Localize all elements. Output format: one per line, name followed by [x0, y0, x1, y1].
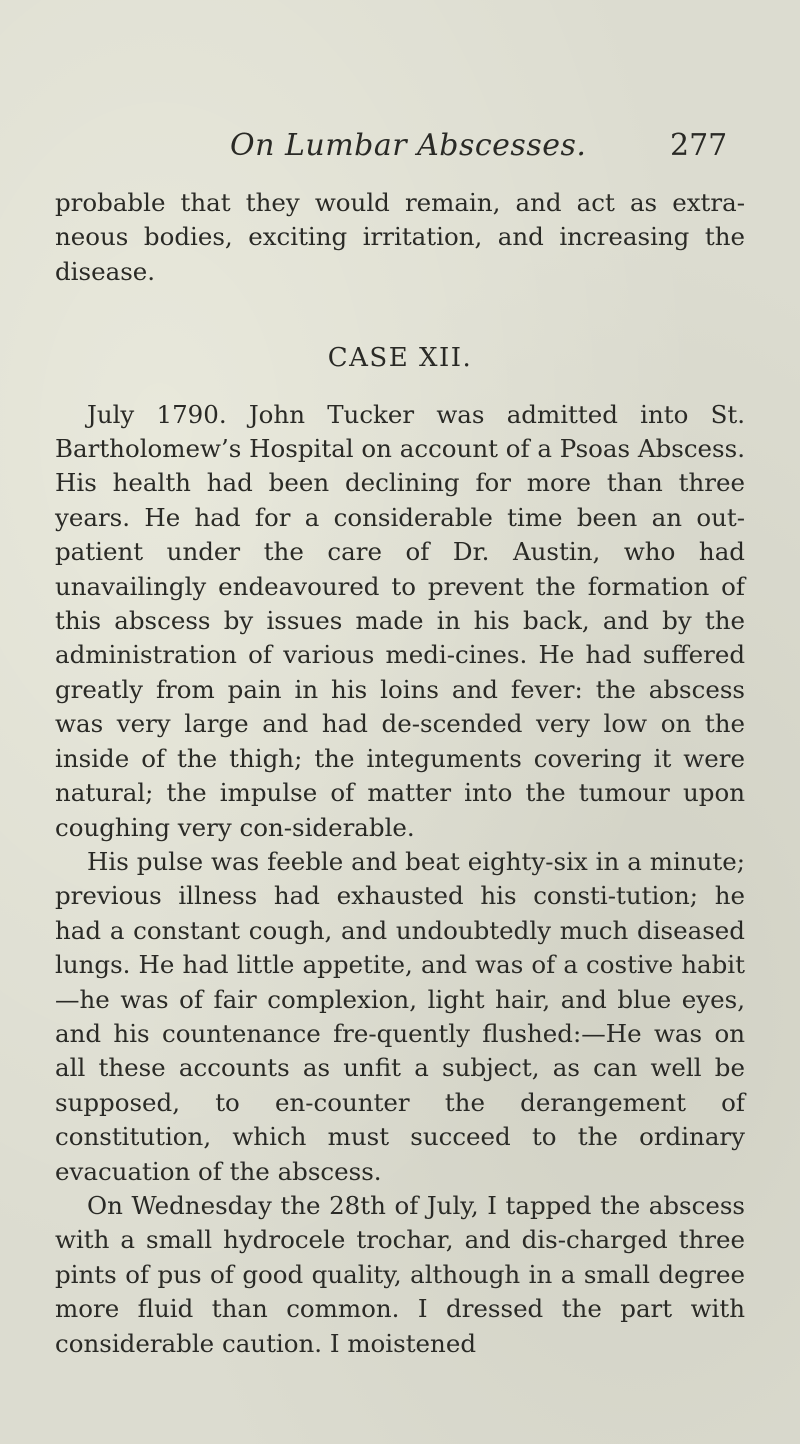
continuation-paragraph: probable that they would remain, and act as extra-neous bodies, exciting irritation, and increasing the disease.	[55, 188, 745, 286]
case-heading: CASE XII.	[327, 343, 473, 374]
running-head: On Lumbar Abscesses.	[230, 128, 587, 163]
case-paragraph-2: His pulse was feeble and beat eighty-six in a minute; previous illness had exhausted his consti-tution; he had a constant cough, and undoubtedly much diseased lungs. He had little appetite, and was of a costive habit—he was of fair complexion, light hair, and blue eyes, and his countenance fre-quently flushed:—He was on all these accounts as unfit a subject, as can well be supposed, to en-counter the derangement of constitution, which must succeed to the ordinary evacuation of the abscess.	[55, 846, 745, 1186]
case-paragraph-1: July 1790. John Tucker was admitted into St. Bartholomew’s Hospital on account of a Psoas Abscess. His health had been declining for more than three years. He had for a considerable time been an out-patient under the care of Dr. Austin, who had unavailingly endeavoured to prevent the formation of this abscess by issues made in his back, and by the administration of various medi-cines. He had suffered greatly from pain in his loins and fever: the abscess was very large and had de-scended very low on the inside of the thigh; the integuments covering it were natural; the impulse of matter into the tumour upon coughing very con-siderable.	[55, 399, 745, 842]
body-text	[55, 186, 745, 1361]
page-number: 277	[670, 128, 728, 163]
case-paragraph-3: On Wednesday the 28th of July, I tapped the abscess with a small hydrocele trochar, and dis-charged three pints of pus of good quality, although in a small degree more fluid than common. I dressed the part with considerable caution. I moistened	[55, 1190, 745, 1358]
